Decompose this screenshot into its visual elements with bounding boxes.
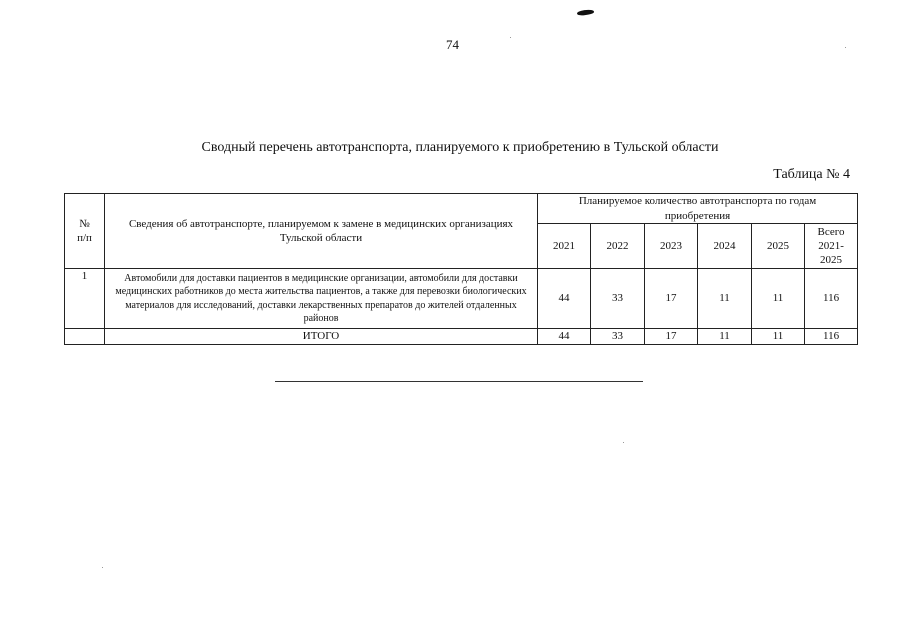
year-header: 2023 [645,224,698,269]
grand-total: 116 [805,329,858,345]
table-header-row [65,194,858,224]
year-header: 2024 [698,224,752,269]
row-value-2024: 11 [698,269,752,329]
row-value-2022: 33 [591,269,645,329]
col-num-header: № п/п [65,194,105,269]
total-row-empty-cell [65,329,105,345]
total-row [65,329,858,345]
row-value-2021: 44 [538,269,591,329]
total-value-2025: 11 [752,329,805,345]
scan-mark [577,9,595,16]
scan-speck [623,442,624,443]
col-description-header: Сведения об автотранспорте, планируемом к замене в медицинских организациях Тульской области [105,194,538,269]
total-value-2024: 11 [698,329,752,345]
closing-rule-divider [275,381,643,382]
document-title: Сводный перечень автотранспорта, планируемого к приобретению в Тульской области [201,140,719,155]
total-label: ИТОГО [105,329,538,345]
year-header: 2025 [752,224,805,269]
planned-quantity-header: Планируемое количество автотранспорта по годам приобретения [538,194,858,224]
row-value-2025: 11 [752,269,805,329]
total-value-2023: 17 [645,329,698,345]
row-value-2023: 17 [645,269,698,329]
total-value-2022: 33 [591,329,645,345]
table-caption: Таблица № 4 [773,167,850,182]
table-row [65,269,858,329]
vehicle-summary-table [64,193,858,345]
year-header: 2021 [538,224,591,269]
page-number: 74 [446,37,459,52]
row-number: 1 [65,269,105,329]
total-value-2021: 44 [538,329,591,345]
row-description: Автомобили для доставки пациентов в медицинские организации, автомобили для доставки медицинских работников до места жительства пациентов, а также для перевозки биологических материалов для исследований, доставки лекарственных препаратов до жителей отдаленных районов [105,269,538,329]
scan-speck [102,567,103,568]
row-total: 116 [805,269,858,329]
year-header: 2022 [591,224,645,269]
total-column-header: Всего 2021- 2025 [805,224,858,269]
